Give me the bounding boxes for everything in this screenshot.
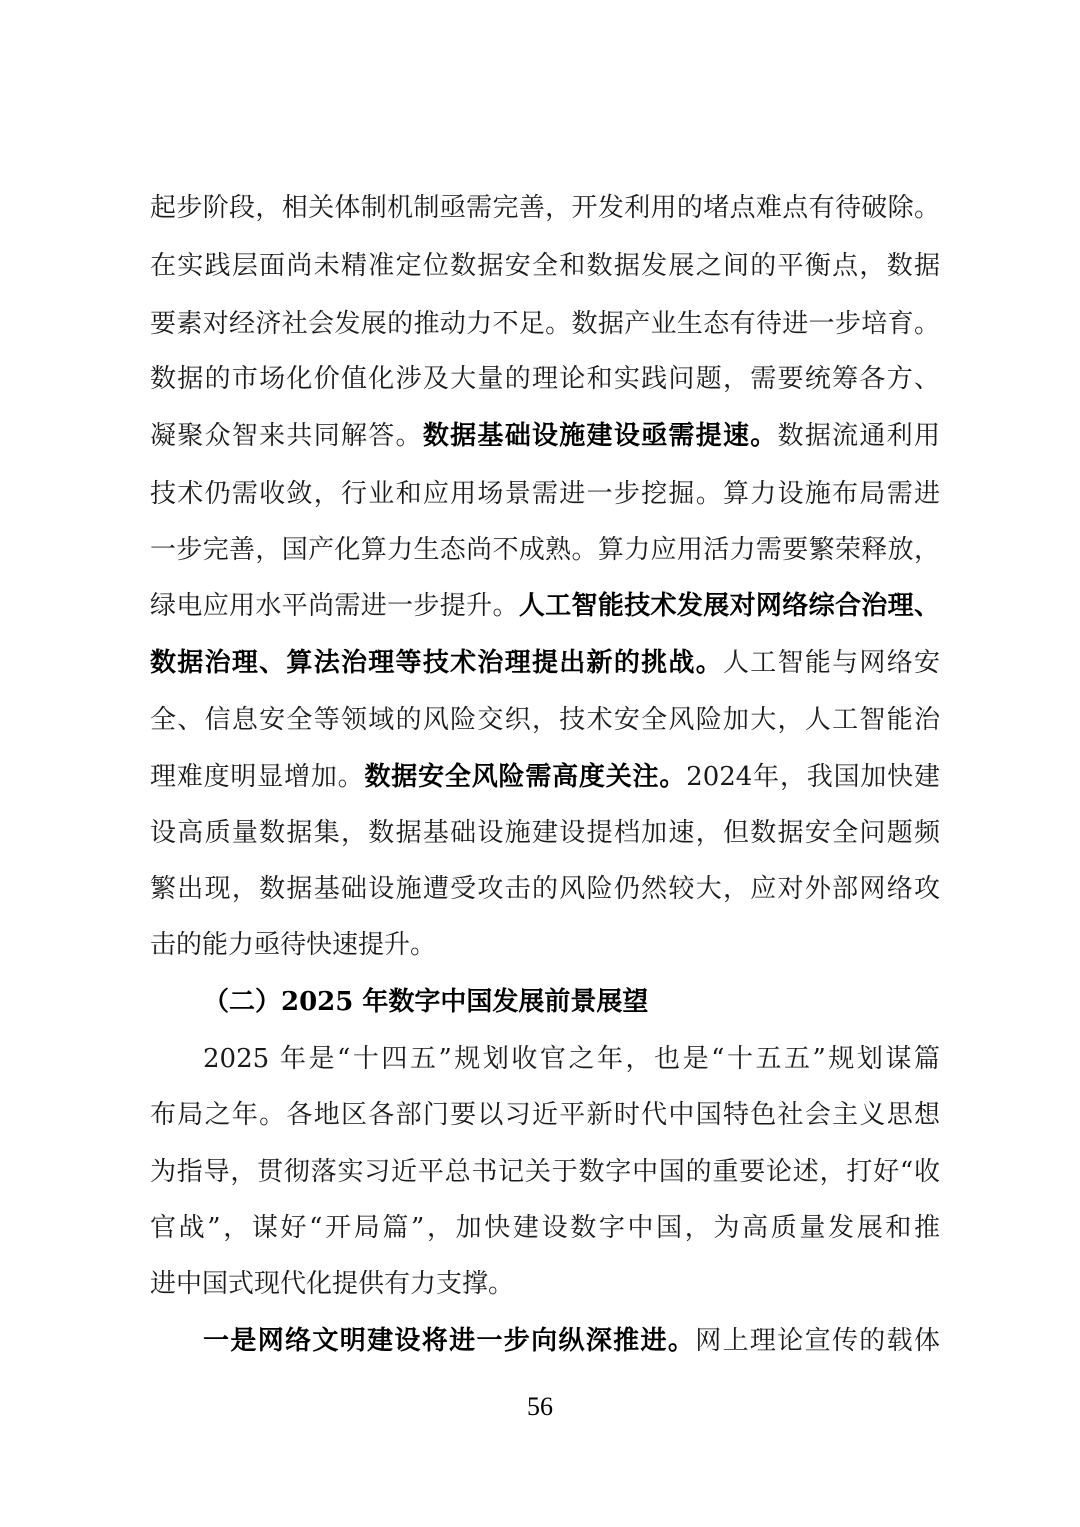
text-span: 布局之年。各地区各部门要以习近平新时代中国特色社会主义思想 [150, 1100, 940, 1130]
text-span: 击的能力亟待快速提升。 [150, 930, 437, 960]
text-line [150, 1264, 940, 1304]
text-span: 繁出现，数据基础设施遭受攻击的风险仍然较大，应对外部网络攻 [150, 874, 940, 904]
bold-emphasis: 数据安全风险需高度关注。 [364, 762, 687, 792]
text-line [150, 813, 940, 853]
section-heading: （二）2025 年数字中国发展前景展望 [203, 987, 649, 1017]
text-span: 数据流通利用 [777, 421, 940, 451]
text-span: 数据的市场化价值化涉及大量的理论和实践问题，需要统筹各方、 [150, 364, 940, 394]
text-span: 一步完善，国产化算力生态尚不成熟。算力应用活力需要繁荣释放， [150, 535, 940, 565]
text-span: 在实践层面尚未精准定位数据安全和数据发展之间的平衡点，数据 [150, 251, 940, 281]
text-line [150, 700, 940, 740]
text-span: 凝聚众智来共同解答。 [150, 421, 423, 451]
page-number: 56 [527, 1392, 553, 1421]
text-span: 进中国式现代化提供有力支撑。 [150, 1269, 515, 1299]
text-span: 官战”，谋好“开局篇”，加快建设数字中国，为高质量发展和推 [150, 1213, 940, 1243]
text-line [150, 643, 940, 683]
text-line [150, 586, 940, 626]
text-line [150, 416, 940, 456]
text-span: 起步阶段，相关体制机制亟需完善，开发利用的堵点难点有待破除。 [150, 193, 940, 223]
text-line [150, 1208, 940, 1248]
text-span: 理难度明显增加。 [150, 762, 365, 792]
text-line [150, 1152, 940, 1192]
text-span: 要素对经济社会发展的推动力不足。数据产业生态有待进一步培育。 [150, 309, 940, 339]
text-line [150, 757, 940, 797]
text-span: 网上理论宣传的载体 [695, 1326, 940, 1356]
text-span: 技术仍需收敛，行业和应用场景需进一步挖掘。算力设施布局需进 [150, 479, 940, 509]
text-line [150, 1095, 940, 1135]
text-span: 2024年，我国加快建 [686, 762, 940, 792]
text-line [150, 869, 940, 909]
text-span: 全、信息安全等领域的风险交织，技术安全风险加大，人工智能治 [150, 705, 940, 735]
text-span: 为指导，贯彻落实习近平总书记关于数字中国的重要论述，打好“收 [150, 1157, 940, 1187]
text-span: 人工智能与网络安 [722, 648, 940, 678]
text-span: 绿电应用水平尚需进一步提升。 [150, 591, 519, 621]
text-line [203, 1039, 940, 1079]
bold-emphasis: 一是网络文明建设将进一步向纵深推进。 [203, 1326, 696, 1356]
bold-emphasis: 数据基础设施建设亟需提速。 [422, 421, 778, 451]
text-line [150, 246, 940, 286]
bold-emphasis: 数据治理、算法治理等技术治理提出新的挑战。 [150, 648, 723, 678]
text-span: 2025 年是“十四五”规划收官之年，也是“十五五”规划谋篇 [203, 1044, 940, 1074]
text-line [150, 925, 940, 965]
text-line [150, 530, 940, 570]
text-span: 设高质量数据集，数据基础设施建设提档加速，但数据安全问题频 [150, 818, 940, 848]
text-line [203, 1321, 940, 1361]
text-line [150, 188, 940, 228]
bold-emphasis: 人工智能技术发展对网络综合治理、 [518, 591, 940, 621]
text-line [150, 359, 940, 399]
text-line [150, 474, 940, 514]
text-line [150, 304, 940, 344]
